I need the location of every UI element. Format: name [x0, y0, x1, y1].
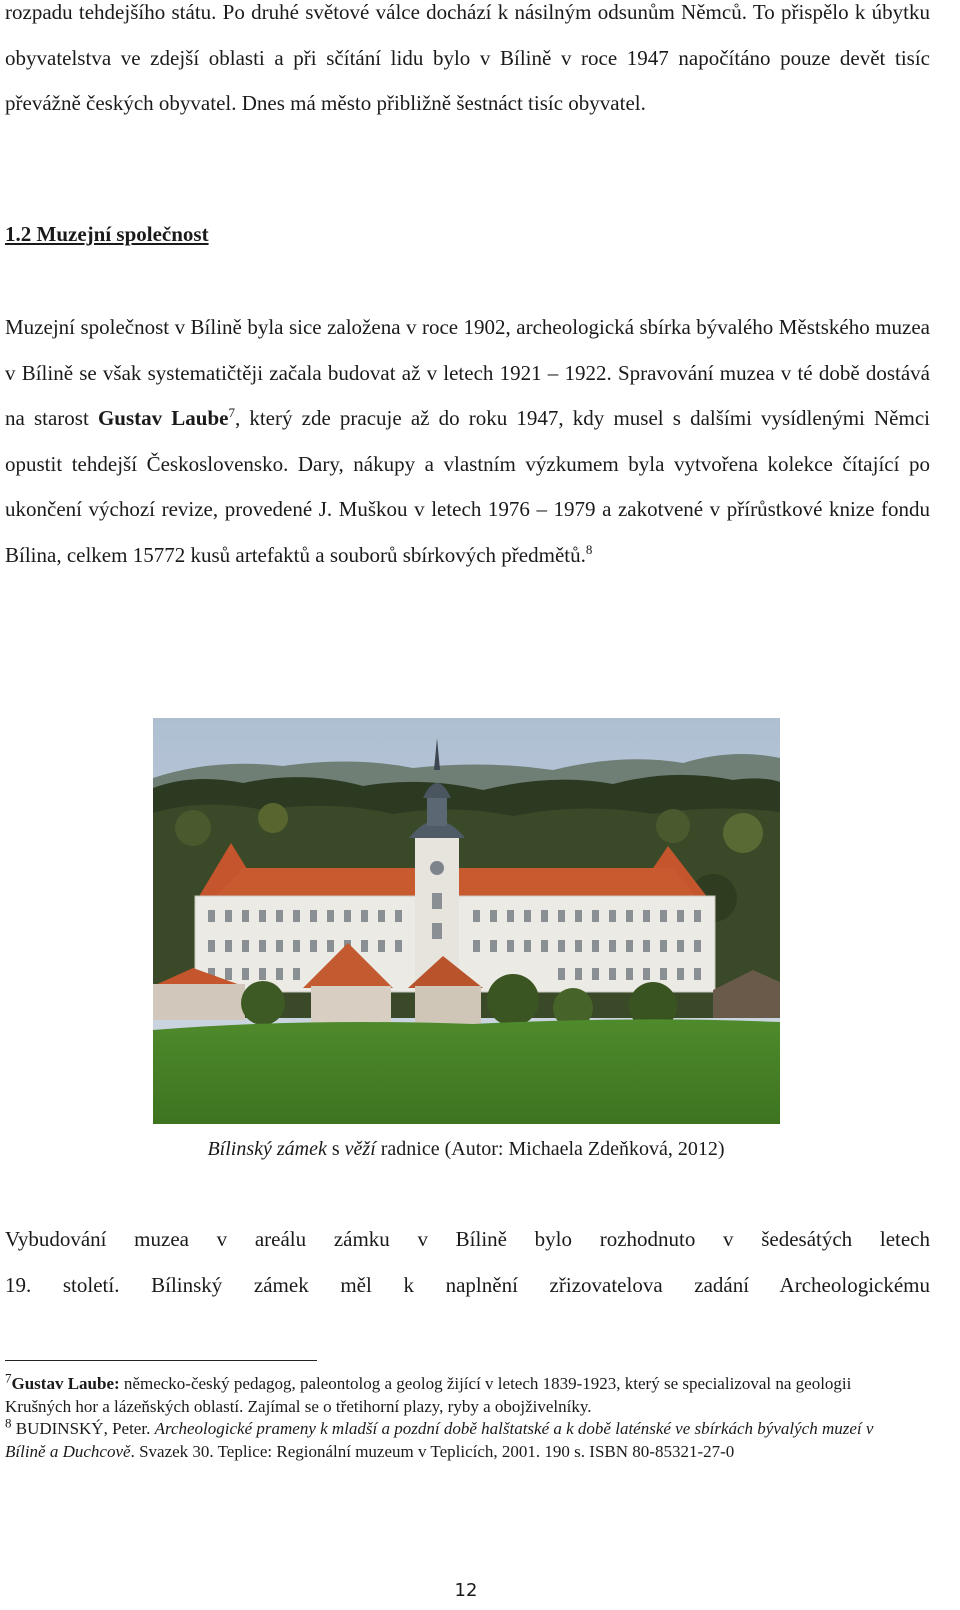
footnotes	[5, 1370, 890, 1463]
caption-text-1: s	[326, 1138, 345, 1160]
paragraph-line-1: Vybudování muzea v areálu zámku v Bílině bylo rozhodnuto v šedesátých letech	[5, 1227, 930, 1251]
paragraph-museum-society	[5, 305, 930, 578]
footnote-number-8: 8	[5, 1415, 12, 1431]
footnote-8	[5, 1415, 890, 1463]
paragraph-museum-building	[5, 1217, 930, 1308]
page-number: 12	[454, 1580, 478, 1601]
caption-italic-castle: Bílinský zámek	[207, 1138, 327, 1160]
paragraph-text-a: Muzejní společnost v Bílině byla sice založena v roce 1902, archeologická sbírka bývalého Městského muzea v Bílině se však systematičtěji začala budovat až v letech 1921 – 1922. Spravování muzea v té době dostává na starost	[5, 315, 930, 430]
caption-text-2: radnice (Autor: Michaela Zdeňková, 2012)	[375, 1138, 725, 1160]
footnote-7-bold: Gustav Laube:	[11, 1374, 120, 1393]
castle-photo-illustration	[153, 718, 780, 1124]
footnote-number-7: 7	[5, 1370, 12, 1386]
footnote-7	[5, 1370, 890, 1418]
footnote-8-title: Archeologické prameny k mladší a pozdní době halštatské a k době laténské ve sbírkách bývalých muzeí v Bílině a Duchcově	[5, 1419, 874, 1461]
footnote-ref-7[interactable]: 7	[228, 405, 235, 420]
castle-photo	[153, 718, 780, 1124]
paragraph-text-b: , který zde pracuje až do roku 1947, kdy musel s dalšími vysídlenými Němci opustit tehdejší Československo. Dary, nákupy a vlastním výzkumem byla vytvořena kolekce čítající po ukončení výchozí revize, provedené J. Muškou v letech 1976 – 1979 a zakotvené v přírůstkové knize fondu Bílina, celkem 15772 kusů artefaktů a souborů sbírkových předmětů.	[5, 406, 930, 567]
paragraph-line-2: 19. století. Bílinský zámek měl k naplnění zřizovatelova zadání Archeologickému	[5, 1272, 930, 1297]
bold-name: Gustav Laube	[97, 406, 229, 430]
footnote-ref-8[interactable]: 8	[585, 541, 593, 557]
section-heading: 1.2 Muzejní společnost	[5, 222, 209, 246]
footnote-8-text-pre: BUDINSKÝ, Peter.	[11, 1419, 155, 1438]
footnote-8-text-post: . Svazek 30. Teplice: Regionální muzeum v Teplicích, 2001. 190 s. ISBN 80-85321-27-0	[130, 1441, 735, 1461]
paragraph-intro: rozpadu tehdejšího státu. Po druhé světové válce dochází k násilným odsunům Němců. To přispělo k úbytku obyvatelstva ve zdejší oblasti a při sčítání lidu bylo v Bílině v roce 1947 napočítáno pouze devět tisíc převážně českých obyvatel. Dnes má město přibližně šestnáct tisíc obyvatel.	[5, 0, 930, 115]
caption-italic-tower: věží	[344, 1138, 376, 1160]
footnote-7-text: německo-český pedagog, paleontolog a geolog žijící v letech 1839-1923, který se specializoval na geologii Krušných hor a lázeňských oblastí. Zajímal se o třetihorní plazy, ryby a obojživelníky.	[5, 1374, 852, 1416]
photo-caption	[0, 1138, 932, 1161]
footnote-separator	[5, 1360, 317, 1361]
